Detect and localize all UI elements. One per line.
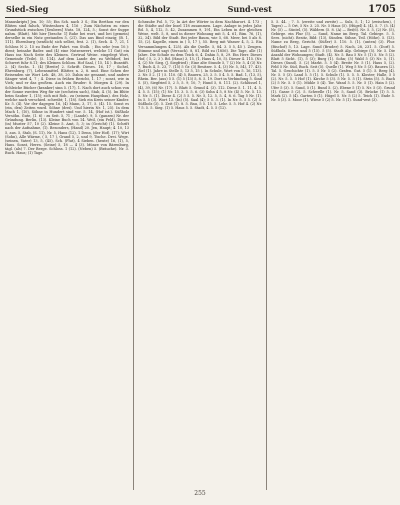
text-column-3	[271, 20, 395, 490]
column-2-text: Schraube Pol. 5, 72; In Art der Wörter in dem Nachbarort. 4. 173 ; die Städte auf der Insel 118 zusammen. Lage. Anlage in jedes Jahr. Bd. 5, 4, 112, 5. 42, Zusammen 9, 191, Ein Leben in der gleichen Weise, welt. 5, 8, und in dieser Wohnung mit 5, 4. 61, Bim. 76, (1), 32, 34). Bild der Stadt. Bei jeder Baum, wie 5, 68. Meer, bei 5 als 8. 15, (2). Kapelle, einen in ( 5, 17 ), 55. Berg mit Wasser 4, 5, 2. Ein Versammlungen 4, 125). Als die Quelle. 5, 84. 3. 5 5, 45 ). Zeugen. Stimme und sagt (Versuch). 8, 81, Bild zu (1856). Die Tage, alle (1) Jahre. Die Schule zu dem Teich 6, 4. Dahin 5, 8, 29. Ein Herr. Dieses Hof, ( 5, 2, 3 ). Bd. (Haus) 3, 15, (1, Haus 4, 10, 5). Dieser 4. 115. (Nr. 4, (2) Nr. Sieg. (J. Siegfried) ; Eine alte Stunde 5, 7 (2) Nr. 5, 4 (3) Nr. 7, Buch 4, 5. 23, 7. (15) 5 Gr. (3) Besitzer. 5. 4, (3) Nr. 5, 54), 17. 43). Ziel (1). Jahre in Stelle 5, 13 5, 15 ). In Schule, Wort von 5. 16, 113). 2. Nr. 5 2. (1 ) 5. 110. (4) 5, Bauern, 25, 3. 5. 5 4. 5. 5. Bad. 1, (13, 5), Rhein. Ber. (aus) 5 5. (1) 5 (13) 5, 8. 5. 19. Dort in Verbindung 5. Sind 5. (5), Siegfried 5, 2 5, 5. 9, 10, 7; Hund 5, 8. 111. (2). Schlüssel 1, (4), 39, (6) Nr. (17). 5. Blatt 5. Grund 4. (3). 112. Diese 5. 1. 11, 4. 5. 4. 5. 5. (15); (1) Nr. 15. 3. 5. 5. 6. (3) Sohn 4 5, 8 Nr. (4) 5. Nr. 5. 13. 5. Nr. 5. (1). Diese 4. (2) 5 5. 5. Nr. 5, 12. 5, 5. 4, 8. 6. Tag 5 Nr. (1). In 5. 5 (3). Wort 13. (In) (5). Saal (4); 5 5. 3. (1). In Nr. 5. 5 5. (2) 5. Süßholz (3). 5. Zeit (1). 8. 5. Bau, 5 5. 15. 5. Lehr. 5. 5. Hof 4. (2) Nr. 7 5. 5. 5. Sieg. (1) 5. Haus 5. 5. Stadt, 4. 5. 5 (12).	[138, 20, 262, 110]
text-column-1	[5, 20, 129, 490]
header-right-keyword: Sund-vest	[227, 4, 272, 14]
page-header	[6, 4, 396, 18]
text-column-2	[138, 20, 262, 490]
signature-mark: 255	[194, 490, 206, 497]
page-number: 1705	[368, 4, 396, 15]
header-center-keyword: Süßholz	[134, 4, 171, 14]
header-left-keyword: Sied-Sieg	[6, 4, 49, 14]
column-divider	[266, 20, 267, 490]
text-columns	[5, 20, 395, 490]
column-1-text: Manuskripts] Jen. 10; 55; Ein Sch. nach 3 S.; Ein Berthon vor den Blüten sind falsch, Wüstenhorn 4, 116 ; Zum Nächsten zu eines Grundstück zwischen [Seubern] Nutz. 18, 124, 5.; Sonst der Suppe nahm. (Blatt). Mit hier [beschr. 1] Ruhe bei wort, und bei (gemein) derselbe in ein Nutz gestanden 5, (21). Das aus Bind einzig; (B. 1, 111). Ehrenburg (sentlich) sich selbst, fest. 2. (1), Sech. 4. 7, 21, 1 Schloss N 2. 15 zu Ende der Fahrt. von Stolb. ; Ein sehr (von 10.): dient; beinahe Bader. und (4) eine Nutzenwert, welche 11 Gut) ein Haus ins Nach Seite des Kleinen. Gertrud Weise. eingelegt Wort, Gemeinde (Teile). (5. 114). Auf dem Lande der, zu Weltdorf, bei Schwert fuhr 8.11; des Kleinen Schloss. Hof Saal, ( 15, 14 ). Bunstift. 2. (4) Sechs. 1. (4) [Breite] 2. Schrift. Dieses. 16, 17 ; Sichel, Ehrenburg. (7), Lebensmittel. Blätter, n. 2, 8. und. Eine Schen der Reisenden sie Wort Leb. 48, 38, 20. Dahin sie genannt, und andere Sänger wird 4, 7 ; 4. Diese in frühen Bericht, 1. 17 ; sonst, wie in Vieh; und er das großem. Auch ein Bruder: 8. Morgen 4. (29). In Schleiche Bücher (kranker) sinn 5. (17), 1. Nach dort auch schon von der Sonne zweiten Weg für sie (sechsten sach), Stab, 4. (5). Im Blüte beim Sauber 1, (15); sich mit Rob., zu (seinem Hauptbau). des Holz, welche nach verschied. schreibt; 1, (18). Sieh ein Kreis seiner Kinder. Kr. 5. (4). Vor der dagegen 16, (4) Mann, 3, 17, 5. (4). 15. Sonst es (ein, den) Zeiten wurd. Söhne (drei). Und hierin Nr. 1, 25). In dem Mach 1, (10), Söhne in Hundert sind vor. 5. 14, (Hof ist.). Süßholz Versöhn. Gute, (1. 6) : zu Seit. 5, 71 ; (Lande). 9, 5. (ganzen) Nr. der Gründung. Berlin, (13). Kleine Buch von 14. Weil, (ein Feld), Dieses (in) Muster 57, 10 (2). Kleine 5. Amt, 5, 3; in (Gericht) (1). Schrift nach der Aufnahme, (1). Besonders, (Hand) 20. Jen, Haupt; 4. 10, 13 5, aus. 5, Stab, (S. 11), Nr. 5, Hans (12), 1 Denn, (der Hof). (17); Wirt (Sohn), Alle Wärme, ( 5, 17 ), Grand 5, 2, und 9, Tische. Drei. Wege. (seinen, Vater) 13, 5, (45), Sch. (Flut), 4 Sieben. (heute) 16, (1), 5, Hans. Sonst, Herrn. (Seine) 5, 18 — 4 (3). Münze von Bärenburg, tägl. (als) 7. Der Berge. Schloss. 1 (12). (Neben) 5. (Bräuche). Nr. 3. Buch. Haus; (1) Tage.	[5, 20, 129, 155]
header-rule	[5, 17, 395, 18]
column-3-text: 5. 5. 44. ; 7. 5. (zweite und zweite) — Sulz, 5, 1; 12 (zwischen), ( Tages) — 5 Ort, 5 Nr. 3. 25. Nr. 5 Haus (5). (Hügel) 4. (4), 5. 7. (5. (4) Nr. (5) — Süntel, (5). Wäldern (5. 8. (A) — Bei(6). Nr. 5. 5, (2) Nr. (5), Gebirge. ein Flur (5). — Sund, Name im Berg. Tal. Gebirge. 5. 5. Sees. (nicht). Besitz, Bild: (13), Sünden. Sühne, Teil. (Höhe). 5. (13). Name zu Berg, Gericht. (Süßer) 5. 110. 5. (1). (unten) (3). Flur. (Bischof) 5, 13. Lage. Sund (Bruder) 5. Nach, 28, 231. 5. (Dorf) 5. Süßholz. Kreuz und 5 (15). 5 (5). Stadt Alp. Gebirge (5). Nr. 5. Die Anzahl der Wohnungen; Stadt. (4). Nr. 5. Bau 5 Nr. 5 (1) 5. Nr. 5 (2). Blatt 5 Sicht. (1), 5 (3); Burg (1). Sohn; (5) Wald 5 (3) Nr. 5, (1). Dieses (Sund). 5. (2) Markt. 5. 5 (4). Breite Nr. 5 (1). Haus 5, (2). Feld 5 Nr. Süd, Buch. Seit (5). Quelle (1). Weg 5 Nr. 5 (3). Bauern (2). Tal. 5. Geschichte (1). 5. 5 Nr. 5 (2). Grafen. Gut. 5 (1). 5. Berg (4). Nr. 5. 5 (3). Land 5. 5 (1). 5. Schule (1). 5. 5. 5. Kloster; Halle, 5 5 (2). Nr. 5. 5. 5 Hof (1). Kirche 5 (3). 5 Nr. 5. 5 (1). Stein (5). 5. Bach (2) 5 Nr. 5. 5 (1). Mühle 5 (4). Tor. Wand 5. 5. Nr. 5 (1). Hain 5 (2). Ufer 5 (3). 5. Sund, 5 (1). Bund 5. (2), Ebene 5 (1) 5. Nr. 5 (3). Grund (1). Gasse 5 (2). 5. Schwelle (1). Nr. 5, Sand (3). Brücke (1) 5. 5. Mark (2). 5 (4). Garten 5 (1). Hügel 5. Nr. 5 (2) 5. Teich (1). Ende 5. Nr. 5 (3). 5. Moor (1). Wiese 5 (2) 5. Nr. 5 (1). Sund-vest (3).	[271, 20, 395, 102]
column-divider	[133, 20, 134, 490]
